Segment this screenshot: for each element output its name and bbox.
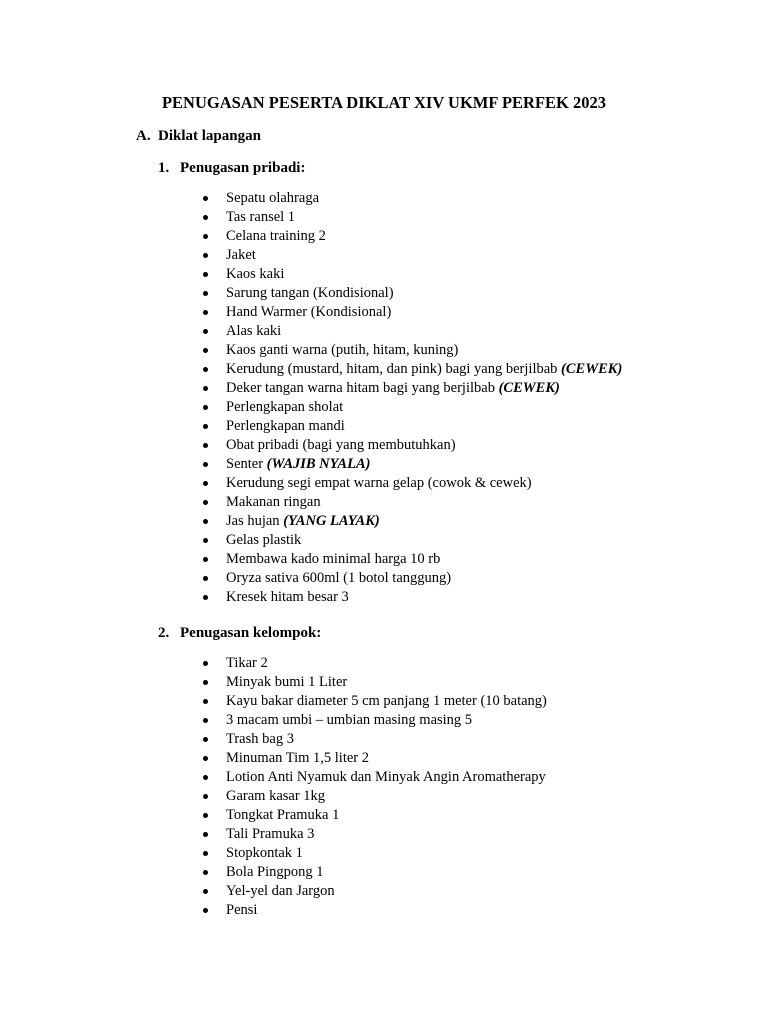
bullet-icon xyxy=(203,386,208,391)
list-item-text xyxy=(226,730,294,749)
list-item-label: Yel-yel dan Jargon xyxy=(226,883,335,899)
list-item-text xyxy=(226,265,284,284)
list-item-label: Senter xyxy=(226,456,267,472)
section-label: Diklat lapangan xyxy=(158,128,261,144)
list-item-label: Makanan ringan xyxy=(226,494,321,510)
subsection-label: Penugasan pribadi: xyxy=(180,160,306,176)
list-item-label: Sarung tangan (Kondisional) xyxy=(226,285,394,301)
bullet-icon xyxy=(203,405,208,410)
bullet-icon xyxy=(203,519,208,524)
list-item-text xyxy=(226,341,458,360)
list-item-label: Sepatu olahraga xyxy=(226,190,320,206)
bullet-icon xyxy=(203,595,208,600)
list-item-label: Tongkat Pramuka 1 xyxy=(226,807,340,823)
list-item-label: Kresek hitam besar 3 xyxy=(226,589,349,605)
list-item-text xyxy=(226,189,319,208)
list-item-label: Jas hujan xyxy=(226,513,284,529)
list-item-text xyxy=(226,673,347,692)
bullet-icon xyxy=(203,557,208,562)
list-item-text xyxy=(226,863,323,882)
bullet-icon xyxy=(203,699,208,704)
list-item-text xyxy=(226,322,281,341)
list-item-label: Kerudung segi empat warna gelap (cowok & cewek) xyxy=(226,475,532,491)
bullet-icon xyxy=(203,272,208,277)
list-item-label: Stopkontak 1 xyxy=(226,845,303,861)
list-item-text xyxy=(226,303,391,322)
list-item-text xyxy=(226,806,339,825)
list-item-text xyxy=(226,474,532,493)
bullet-icon xyxy=(203,253,208,258)
section-marker: A. xyxy=(136,128,151,144)
list-item-text xyxy=(226,531,301,550)
list-item-label: Kaos kaki xyxy=(226,266,285,282)
list-item-emphasis: (CEWEK) xyxy=(498,380,560,396)
bullet-icon xyxy=(203,196,208,201)
bullet-icon xyxy=(203,215,208,220)
bullet-icon xyxy=(203,310,208,315)
list-item-label: Kayu bakar diameter 5 cm panjang 1 meter (10 batang) xyxy=(226,693,547,709)
list-item-text xyxy=(226,711,472,730)
bullet-icon xyxy=(203,851,208,856)
list-item-text xyxy=(226,493,321,512)
list-item-text xyxy=(226,787,325,806)
bullet-icon xyxy=(203,348,208,353)
list-item-text xyxy=(226,360,622,379)
bullet-icon xyxy=(203,832,208,837)
subsection-label: Penugasan kelompok: xyxy=(180,625,322,641)
bullet-icon xyxy=(203,775,208,780)
bullet-icon xyxy=(203,462,208,467)
subsection-heading-penugasan-pribadi xyxy=(158,158,305,178)
list-item-text xyxy=(226,455,370,474)
list-item-label: Minyak bumi 1 Liter xyxy=(226,674,348,690)
document-title: PENUGASAN PESERTA DIKLAT XIV UKMF PERFEK 2023 xyxy=(161,93,607,112)
subsection-marker: 2. xyxy=(158,625,170,641)
list-item-emphasis: (YANG LAYAK) xyxy=(283,513,380,529)
list-item-text xyxy=(226,825,314,844)
list-item-text xyxy=(226,844,303,863)
bullet-icon xyxy=(203,481,208,486)
list-item-text xyxy=(226,654,268,673)
list-item-label: Garam kasar 1kg xyxy=(226,788,326,804)
bullet-icon xyxy=(203,424,208,429)
list-item-label: Tali Pramuka 3 xyxy=(226,826,315,842)
list-item-text xyxy=(226,588,349,607)
list-item-text xyxy=(226,284,394,303)
bullet-icon xyxy=(203,538,208,543)
list-item-text xyxy=(226,692,547,711)
bullet-icon xyxy=(203,756,208,761)
list-item-text xyxy=(226,512,380,531)
bullet-icon xyxy=(203,794,208,799)
list-item-label: Trash bag 3 xyxy=(226,731,294,747)
list-item-emphasis: (WAJIB NYALA) xyxy=(266,456,371,472)
list-item-text xyxy=(226,227,326,246)
list-item-label: Celana training 2 xyxy=(226,228,326,244)
list-item-label: Bola Pingpong 1 xyxy=(226,864,324,880)
list-item-text xyxy=(226,768,546,787)
list-item-text xyxy=(226,398,343,417)
list-item-label: Minuman Tim 1,5 liter 2 xyxy=(226,750,370,766)
list-item-label: Perlengkapan sholat xyxy=(226,399,344,415)
bullet-icon xyxy=(203,291,208,296)
bullet-icon xyxy=(203,500,208,505)
list-item-label: Tikar 2 xyxy=(226,655,268,671)
list-item-text xyxy=(226,749,369,768)
list-item-label: Gelas plastik xyxy=(226,532,302,548)
list-item-label: Tas ransel 1 xyxy=(226,209,296,225)
list-item-label: Jaket xyxy=(226,247,256,263)
list-item-label: Deker tangan warna hitam bagi yang berjilbab xyxy=(226,380,499,396)
bullet-icon xyxy=(203,329,208,334)
list-item-label: Lotion Anti Nyamuk dan Minyak Angin Aromatherapy xyxy=(226,769,546,785)
list-item-emphasis: (CEWEK) xyxy=(561,361,623,377)
bullet-icon xyxy=(203,737,208,742)
list-item-text xyxy=(226,569,451,588)
bullet-icon xyxy=(203,367,208,372)
list-item-label: Obat pribadi (bagi yang membutuhkan) xyxy=(226,437,456,453)
bullet-icon xyxy=(203,889,208,894)
bullet-icon xyxy=(203,661,208,666)
list-item-label: Kerudung (mustard, hitam, dan pink) bagi yang berjilbab xyxy=(226,361,562,377)
bullet-icon xyxy=(203,680,208,685)
list-item-text xyxy=(226,901,257,920)
bullet-icon xyxy=(203,576,208,581)
list-item-text xyxy=(226,246,256,265)
list-item-label: Pensi xyxy=(226,902,258,918)
list-item-label: Oryza sativa 600ml (1 botol tanggung) xyxy=(226,570,452,586)
bullet-icon xyxy=(203,718,208,723)
list-item-label: Perlengkapan mandi xyxy=(226,418,345,434)
bullet-icon xyxy=(203,234,208,239)
bullet-icon xyxy=(203,813,208,818)
list-item-label: Hand Warmer (Kondisional) xyxy=(226,304,392,320)
bullet-icon xyxy=(203,908,208,913)
bullet-icon xyxy=(203,443,208,448)
list-item-text xyxy=(226,436,456,455)
list-item-text xyxy=(226,208,295,227)
list-item-text xyxy=(226,379,560,398)
list-item-text xyxy=(226,417,345,436)
list-item-label: Kaos ganti warna (putih, hitam, kuning) xyxy=(226,342,459,358)
list-item-text xyxy=(226,882,335,901)
subsection-heading-penugasan-kelompok xyxy=(158,623,321,643)
list-item-text xyxy=(226,550,440,569)
bullet-icon xyxy=(203,870,208,875)
section-heading-diklat-lapangan xyxy=(136,126,261,146)
list-item-label: Alas kaki xyxy=(226,323,282,339)
subsection-marker: 1. xyxy=(158,160,170,176)
list-item-label: 3 macam umbi – umbian masing masing 5 xyxy=(226,712,473,728)
list-item-label: Membawa kado minimal harga 10 rb xyxy=(226,551,441,567)
